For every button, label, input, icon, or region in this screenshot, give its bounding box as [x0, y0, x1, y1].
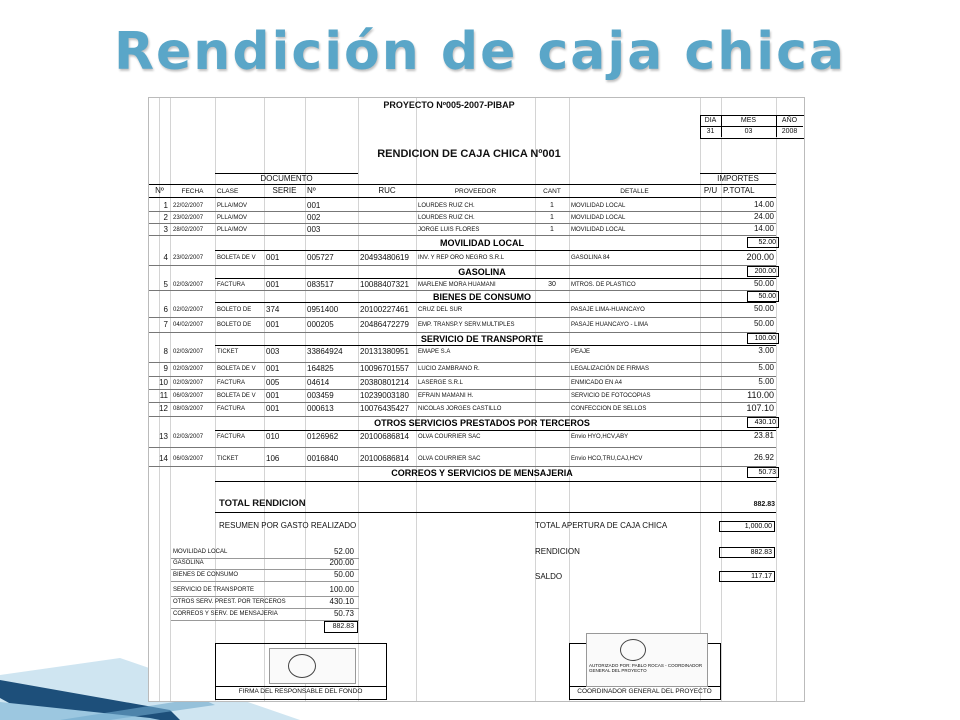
summary-item-value: 50.73: [333, 609, 354, 618]
row-total: 23.81: [753, 431, 774, 440]
row-detail: GASOLINA 84: [571, 255, 610, 261]
row-doc-number: 000613: [307, 404, 334, 413]
row-date: 02/03/2007: [173, 380, 204, 386]
row-detail: MOVILIDAD LOCAL: [571, 215, 626, 221]
section-title: GASOLINA: [458, 267, 506, 277]
clase-header: CLASE: [217, 188, 239, 195]
summary-item-label: CORREOS Y SERV. DE MENSAJERIA: [173, 611, 278, 617]
proveedor-header: PROVEEDOR: [454, 188, 497, 195]
row-serie: 001: [266, 364, 280, 373]
row-serie: 005: [266, 378, 280, 387]
row-serie: 374: [266, 305, 280, 314]
row-ruc: 20100686814: [360, 454, 409, 463]
row-class: FACTURA: [217, 380, 246, 386]
row-ruc: 20100686814: [360, 432, 409, 441]
section-subtotal: 200.00: [747, 266, 779, 277]
row-date: 06/03/2007: [173, 393, 204, 399]
summary-title: RESUMEN POR GASTO REALIZADO: [219, 521, 357, 530]
row-class: TICKET: [217, 349, 239, 355]
row-detail: SERVICIO DE FOTOCOPIAS: [571, 393, 651, 399]
row-number: 9: [163, 364, 168, 373]
row-doc-number: 001: [307, 201, 321, 210]
responsible-signature-label: FIRMA DEL RESPONSABLE DEL FONDO: [238, 688, 363, 695]
row-class: PLLA/MOV: [217, 215, 248, 221]
row-ruc: 20493480619: [360, 253, 409, 262]
summary-item-value: 200.00: [329, 558, 354, 567]
row-doc-number: 005727: [307, 253, 334, 262]
row-doc-number: 000205: [307, 320, 334, 329]
row-date: 06/03/2007: [173, 456, 204, 462]
row-provider: CRUZ DEL SUR: [418, 307, 463, 313]
section-title: MOVILIDAD LOCAL: [440, 238, 524, 248]
row-provider: INV. Y REP ORO NEGRO S.R.L: [418, 255, 505, 261]
row-detail: ENMICADO EN A4: [571, 380, 623, 386]
row-number: 5: [163, 280, 168, 289]
serie-header: SERIE: [272, 186, 297, 195]
row-date: 02/03/2007: [173, 282, 204, 288]
row-ruc: 10088407321: [360, 280, 409, 289]
row-total: 110.00: [747, 390, 774, 400]
row-total: 14.00: [753, 224, 774, 233]
num-header: Nº: [307, 186, 316, 195]
row-ruc: 10096701557: [360, 364, 409, 373]
project-title: PROYECTO Nº005-2007-PIBAP: [383, 100, 515, 110]
day-value: 31: [706, 128, 715, 135]
row-doc-number: 0016840: [307, 454, 339, 463]
summary-item-label: OTROS SERV. PREST. POR TERCEROS: [173, 599, 286, 605]
summary-item-label: BIENES DE CONSUMO: [173, 572, 239, 578]
row-provider: LASERGE S.R.L: [418, 380, 464, 386]
row-detail: LEGALIZACIÓN DE FIRMAS: [571, 366, 650, 372]
row-total: 3.00: [758, 346, 774, 355]
row-number: 6: [163, 305, 168, 314]
row-provider: LOURDES RUIZ CH.: [418, 203, 475, 209]
summary-item-value: 50.00: [333, 570, 354, 579]
row-provider: LUCIO ZAMBRANO R.: [418, 366, 480, 372]
row-doc-number: 002: [307, 213, 321, 222]
row-quantity: 1: [550, 214, 554, 221]
row-quantity: 1: [550, 202, 554, 209]
section-subtotal: 430.10: [747, 417, 779, 428]
row-class: BOLETA DE V: [217, 366, 256, 372]
summary-item-label: GASOLINA: [173, 560, 204, 566]
row-date: 23/02/2007: [173, 215, 204, 221]
row-detail: Envio HCO,TRU,CAJ,HCV: [571, 456, 643, 462]
row-ruc: 20131380951: [360, 347, 409, 356]
row-total: 5.00: [758, 377, 774, 386]
row-number: 4: [163, 253, 168, 262]
row-provider: NICOLAS JORGES CASTILLO: [418, 406, 502, 412]
rendicion-label: RENDICION: [535, 547, 580, 556]
section-subtotal: 100.00: [747, 333, 779, 344]
row-doc-number: 33864924: [307, 347, 343, 356]
saldo-label: SALDO: [535, 572, 563, 581]
row-class: PLLA/MOV: [217, 203, 248, 209]
row-number: 2: [163, 213, 168, 222]
row-ruc: 20380801214: [360, 378, 409, 387]
rendicion-value: 882.83: [719, 547, 775, 558]
row-total: 50.00: [753, 279, 774, 288]
row-serie: 010: [266, 432, 280, 441]
row-ruc: 10076435427: [360, 404, 409, 413]
row-total: 26.92: [753, 453, 774, 462]
row-detail: PASAJE HUANCAYO - LIMA: [571, 322, 649, 328]
summary-item-value: 52.00: [333, 547, 354, 556]
row-serie: 001: [266, 404, 280, 413]
row-detail: MOVILIDAD LOCAL: [571, 227, 626, 233]
section-title: SERVICIO DE TRANSPORTE: [420, 334, 544, 344]
row-detail: CONFECCION DE SELLOS: [571, 406, 647, 412]
month-label: MES: [740, 117, 757, 124]
row-class: FACTURA: [217, 406, 246, 412]
row-detail: MTROS. DE PLASTICO: [571, 282, 636, 288]
section-title: BIENES DE CONSUMO: [432, 292, 531, 302]
row-number: 3: [163, 225, 168, 234]
row-total: 50.00: [753, 319, 774, 328]
row-doc-number: 003: [307, 225, 321, 234]
row-provider: EFRAIN MAMANI H.: [418, 393, 474, 399]
row-date: 22/02/2007: [173, 203, 204, 209]
row-total: 5.00: [758, 363, 774, 372]
row-quantity: 1: [550, 226, 554, 233]
row-class: FACTURA: [217, 434, 246, 440]
row-number: 11: [159, 391, 168, 400]
row-serie: 001: [266, 320, 280, 329]
row-number: 10: [159, 378, 168, 387]
slide-title: Rendición de caja chica: [114, 22, 846, 82]
row-date: 08/03/2007: [173, 406, 204, 412]
row-doc-number: 003459: [307, 391, 334, 400]
responsible-stamp: [269, 648, 356, 684]
section-subtotal: 50.00: [747, 291, 779, 302]
coordinator-stamp: [586, 633, 708, 687]
n-header: Nº: [155, 186, 164, 195]
year-label: AÑO: [781, 117, 798, 124]
row-class: PLLA/MOV: [217, 227, 248, 233]
row-class: TICKET: [217, 456, 239, 462]
saldo-value: 117.17: [719, 571, 775, 582]
row-doc-number: 04614: [307, 378, 330, 387]
row-date: 02/03/2007: [173, 434, 204, 440]
row-date: 23/02/2007: [173, 255, 204, 261]
row-class: BOLETO DE: [217, 307, 252, 313]
row-doc-number: 0951400: [307, 305, 339, 314]
section-subtotal: 50.73: [747, 467, 779, 478]
row-total: 200.00: [746, 252, 774, 262]
section-title: CORREOS Y SERVICIOS DE MENSAJERIA: [391, 468, 573, 478]
row-provider: OLVA COURRIER SAC: [418, 456, 481, 462]
apertura-label: TOTAL APERTURA DE CAJA CHICA: [535, 521, 668, 530]
row-doc-number: 0126962: [307, 432, 339, 441]
row-number: 7: [163, 320, 168, 329]
row-doc-number: 164825: [307, 364, 334, 373]
petty-cash-sheet: [148, 97, 805, 702]
row-detail: PASAJE LIMA-HUANCAYO: [571, 307, 645, 313]
row-quantity: 30: [548, 281, 556, 288]
row-ruc: 20486472279: [360, 320, 409, 329]
row-ruc: 10239003180: [360, 391, 409, 400]
apertura-value: 1,000.00: [719, 521, 775, 532]
coordinator-signature-label: COORDINADOR GENERAL DEL PROYECTO: [577, 688, 712, 695]
summary-item-label: MOVILIDAD LOCAL: [173, 549, 228, 555]
row-date: 28/02/2007: [173, 227, 204, 233]
documento-header: DOCUMENTO: [260, 174, 313, 183]
ptotal-header: P.TOTAL: [723, 186, 755, 195]
total-label: TOTAL RENDICION: [219, 498, 306, 509]
ruc-header: RUC: [378, 186, 396, 195]
section-subtotal: 52.00: [747, 237, 779, 248]
row-serie: 001: [266, 253, 280, 262]
row-provider: JORGE LUIS FLORES: [418, 227, 480, 233]
summary-item-value: 430.10: [329, 597, 354, 606]
row-provider: OLVA COURRIER SAC: [418, 434, 481, 440]
summary-total: 882.83: [332, 623, 354, 630]
importes-header: IMPORTES: [717, 174, 759, 183]
row-provider: MARLENE MORA HUAMANI: [418, 282, 496, 288]
row-class: FACTURA: [217, 282, 246, 288]
row-serie: 001: [266, 280, 280, 289]
row-serie: 001: [266, 391, 280, 400]
row-date: 02/03/2007: [173, 366, 204, 372]
row-total: 50.00: [753, 304, 774, 313]
pu-header: P/U: [703, 186, 718, 195]
summary-item-value: 100.00: [329, 585, 354, 594]
summary-item-label: SERVICIO DE TRANSPORTE: [173, 587, 255, 593]
row-number: 12: [159, 404, 168, 413]
row-date: 04/02/2007: [173, 322, 204, 328]
row-class: BOLETO DE: [217, 322, 252, 328]
cant-header: CANT: [543, 188, 561, 195]
row-ruc: 20100227461: [360, 305, 409, 314]
row-serie: 003: [266, 347, 280, 356]
row-detail: PEAJE: [571, 349, 591, 355]
row-class: BOLETA DE V: [217, 255, 256, 261]
month-value: 03: [744, 128, 753, 135]
day-label: DIA: [704, 117, 717, 124]
row-provider: EMP. TRANSP.Y SERV.MULTIPLES: [418, 322, 515, 328]
row-number: 1: [163, 201, 168, 210]
row-doc-number: 083517: [307, 280, 334, 289]
coordinator-stamp-text: AUTORIZADO POR: PABLO ROCAS - COORDINADOR GENERAL DEL PROYECTO: [589, 663, 703, 674]
row-serie: 106: [266, 454, 280, 463]
row-total: 14.00: [753, 200, 774, 209]
row-total: 107.10: [746, 403, 774, 413]
row-date: 02/03/2007: [173, 349, 204, 355]
row-total: 24.00: [753, 212, 774, 221]
report-title: RENDICION DE CAJA CHICA Nº001: [377, 148, 561, 160]
section-title: OTROS SERVICIOS PRESTADOS POR TERCEROS: [374, 418, 590, 428]
total-value: 882.83: [753, 501, 775, 508]
row-detail: MOVILIDAD LOCAL: [571, 203, 626, 209]
row-detail: Envio HYO,HCV,ABY: [571, 434, 629, 440]
row-date: 02/02/2007: [173, 307, 204, 313]
row-provider: LOURDES RUIZ CH.: [418, 215, 475, 221]
row-class: BOLETA DE V: [217, 393, 256, 399]
row-provider: EMAPE S.A: [418, 349, 451, 355]
year-value: 2008: [781, 128, 798, 135]
row-number: 8: [163, 347, 168, 356]
row-number: 14: [159, 454, 168, 463]
fecha-header: FECHA: [181, 188, 204, 195]
detalle-header: DETALLE: [620, 188, 649, 195]
row-number: 13: [159, 432, 168, 441]
